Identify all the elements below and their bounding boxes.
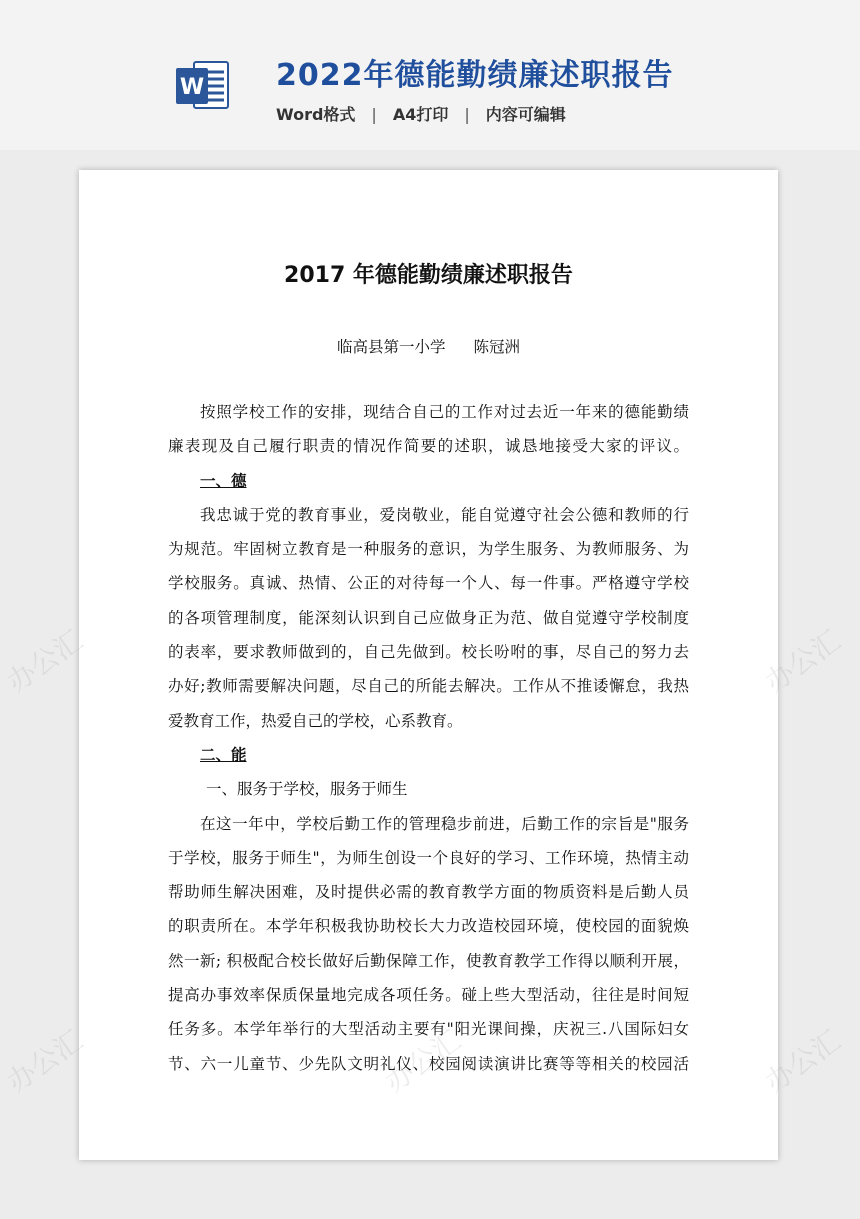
document-title: 2017 年德能勤绩廉述职报告 [284,263,573,288]
paragraph-line: 按照学校工作的安排，现结合自己的工作对过去近一年来的德能勤绩 [200,403,689,421]
paragraph-line: 然一新; 积极配合校长做好后勤保障工作，使教育教学工作得以顺利开展， [168,951,689,970]
word-document-icon [176,60,230,110]
paragraph-line: 爱教育工作，热爱自己的学校，心系教育。 [168,711,463,730]
paragraph-line: 为规范。牢固树立教育是一种服务的意识，为学生服务、为教师服务、为 [168,540,689,559]
document-page [79,170,778,1160]
document-body [168,395,689,1081]
section-heading-text: 二、能 [200,744,247,764]
paragraph-line: 的职责所在。本学年积极我协助校长大力改造校园环境，使校园的面貌焕 [168,917,689,936]
section-heading [168,464,689,498]
format-label: Word格式 [276,105,356,124]
author-name: 陈冠洲 [473,338,521,356]
document-author-line [79,335,778,357]
section-heading-text: 一、德 [200,470,247,490]
school-name: 临高县第一小学 [336,338,446,356]
paragraph-line: 的各项管理制度，能深刻认识到自己应做身正为范、做自觉遵守学校制度 [168,608,689,627]
section-heading [168,738,689,772]
watermark: 办公汇 [758,623,847,699]
paragraph-line: 学校服务。真诚、热情、公正的对待每一个人、每一件事。严格遵守学校 [168,574,689,593]
paragraph-line: 我忠诚于党的教育事业，爱岗敬业，能自觉遵守社会公德和教师的行 [200,505,689,524]
editable-label: 内容可编辑 [485,105,566,124]
svg-text:W: W [179,75,205,100]
paragraph-line: 办好;教师需要解决问题，尽自己的所能去解决。工作从不推诿懈怠，我热 [168,677,689,696]
paragraph-line: 提高办事效率保质保量地完成各项任务。碰上些大型活动，往往是时间短 [168,986,689,1005]
watermark: 办公汇 [0,623,89,699]
paragraph-line: 在这一年中，学校后勤工作的管理稳步前进，后勤工作的宗旨是"服务 [200,814,689,833]
header-banner [0,0,860,150]
paragraph-line: 任务多。本学年举行的大型活动主要有"阳光课间操，庆祝三.八国际妇女 [168,1020,689,1039]
separator: | [371,105,377,124]
paragraph-line: 节、六一儿童节、少先队文明礼仪、校园阅读演讲比赛等等相关的校园活 [168,1054,689,1073]
watermark: 办公汇 [758,1023,847,1099]
paragraph-line: 廉表现及自己履行职责的情况作简要的述职，诚恳地接受大家的评议。 [168,437,689,456]
watermark: 办公汇 [0,1023,89,1099]
print-label: A4打印 [392,105,449,124]
banner-features [276,102,566,125]
paragraph-line: 于学校，服务于师生"，为师生创设一个良好的学习、工作环境，热情主动 [168,848,689,867]
banner-title: 2022年德能勤绩廉述职报告 [276,58,674,93]
paragraph-line: 帮助师生解决困难，及时提供必需的教育教学方面的物质资料是后勤人员 [168,883,689,902]
subsection-heading: 一、服务于学校，服务于师生 [206,780,408,799]
separator: | [464,105,470,124]
paragraph-line: 的表率，要求教师做到的，自己先做到。校长吩咐的事，尽自己的努力去 [168,643,689,662]
